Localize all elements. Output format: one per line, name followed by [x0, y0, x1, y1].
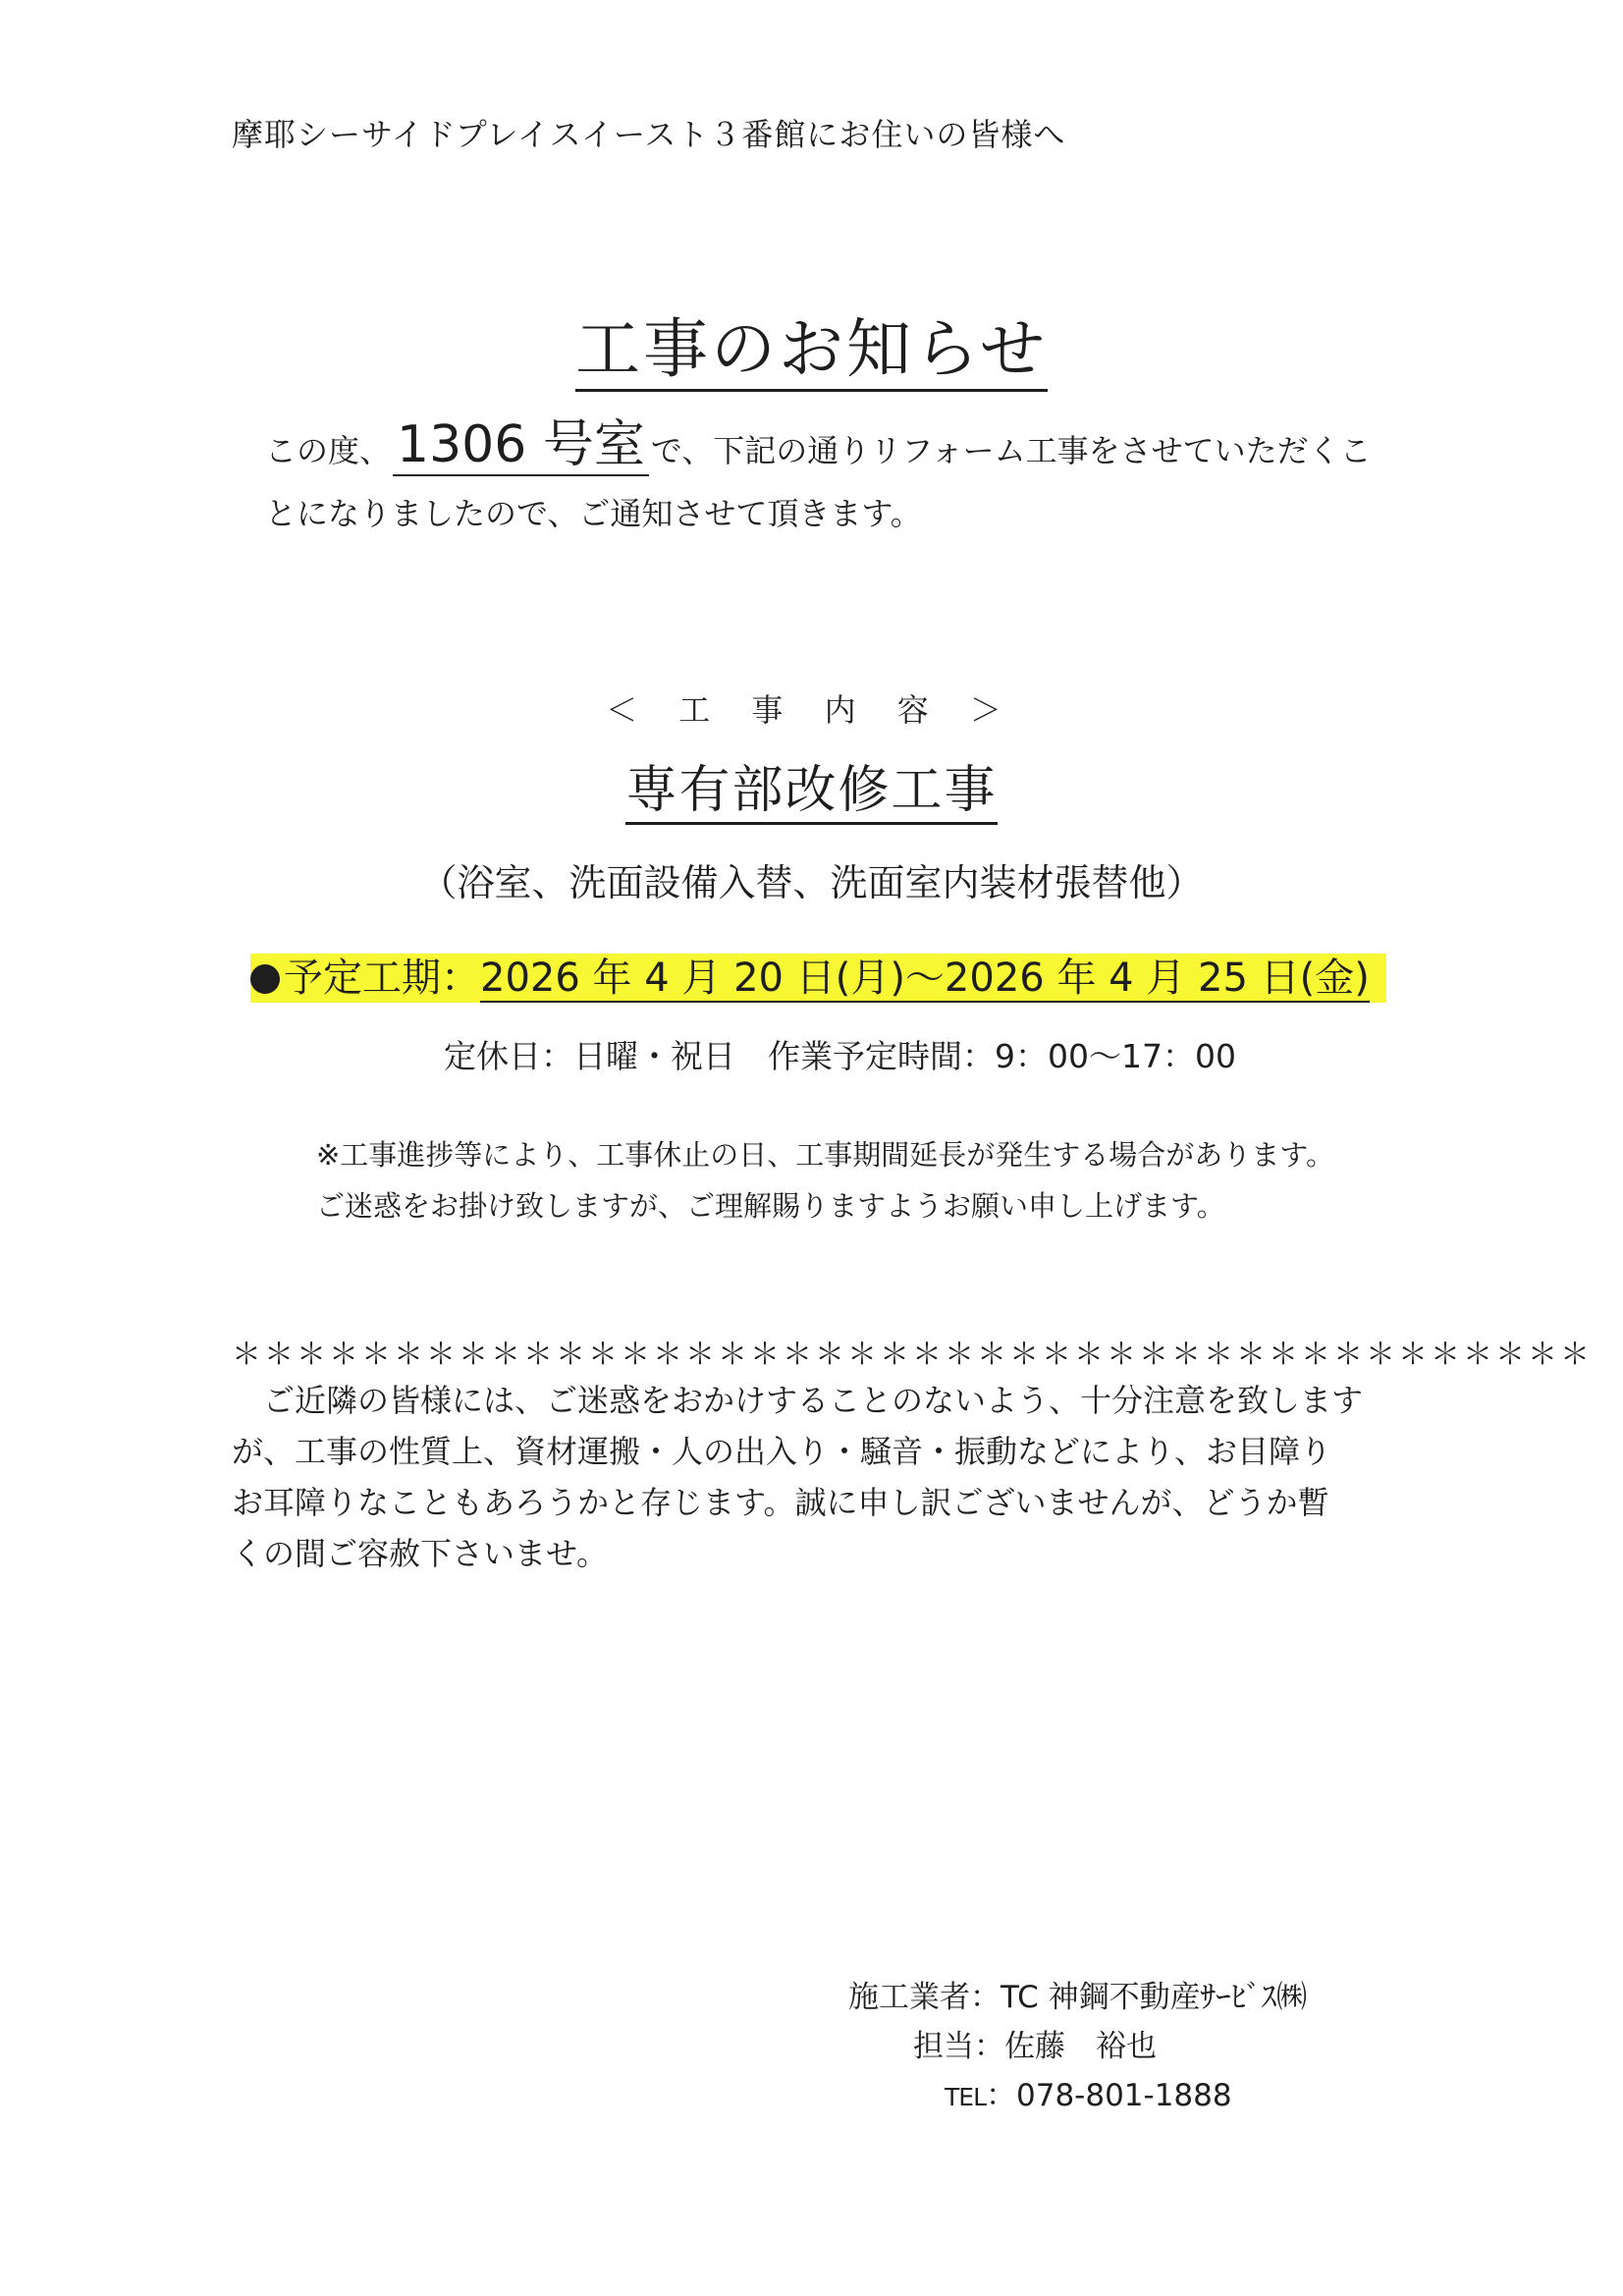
apology-line: くの間ご容赦下さいませ。	[232, 1535, 609, 1572]
room-number: 1306 号室	[393, 415, 649, 476]
work-title	[0, 748, 1623, 822]
separator-stars: ＊＊＊＊＊＊＊＊＊＊＊＊＊＊＊＊＊＊＊＊＊＊＊＊＊＊＊＊＊＊＊＊＊＊＊＊＊＊＊＊＊＊	[232, 1338, 1593, 1372]
notice-title	[0, 297, 1623, 390]
contact-tel	[945, 2070, 1232, 2114]
tel-number: ：078-801-1888	[986, 2078, 1232, 2113]
tel-label: TEL	[945, 2083, 986, 2111]
note-line-1: ※工事進捗等により、工事休止の日、工事期間延長が発生する場合があります。	[316, 1138, 1334, 1172]
intro-prefix: この度、	[265, 432, 392, 469]
notice-title-text: 工事のお知らせ	[575, 311, 1048, 392]
intro-line-2: とになりましたので、ご通知させて頂きます。	[265, 495, 922, 532]
apology-line: ご近隣の皆様には、ご迷惑をおかけすることのないよう、十分注意を致します	[232, 1382, 1364, 1419]
schedule-highlight	[250, 954, 1386, 1003]
bullet-icon	[250, 964, 280, 994]
work-hours: 定休日：日曜・祝日 作業予定時間：9：00～17：00	[444, 1037, 1236, 1075]
intro-line-1	[265, 403, 1372, 476]
apology-line: お耳障りなこともあろうかと存じます。誠に申し訳ございませんが、どうか暫	[232, 1484, 1329, 1521]
schedule-row	[250, 956, 1370, 1001]
contact-person: 担当：佐藤 裕也	[913, 2029, 1157, 2064]
intro-line-1-rest: で、下記の通りリフォーム工事をさせていただくこ	[650, 432, 1372, 469]
work-title-text: 専有部改修工事	[625, 761, 997, 825]
apology-line: が、工事の性質上、資材運搬・人の出入り・騒音・振動などにより、お目障り	[232, 1433, 1332, 1470]
work-section-label: ＜ 工 事 内 容 ＞	[606, 691, 1017, 729]
work-detail: （浴室、洗面設備入替、洗面室内装材張替他）	[419, 861, 1204, 904]
apology-paragraph	[232, 1375, 1400, 1579]
schedule-dates: 2026 年 4 月 20 日(月)～2026 年 4 月 25 日(金)	[480, 956, 1370, 1001]
contractor-line: 施工業者：TC 神鋼不動産ｻｰﾋﾞｽ㈱	[848, 1980, 1308, 2015]
addressee-line: 摩耶シーサイドプレイスイースト３番館にお住いの皆様へ	[232, 116, 1066, 153]
schedule-label: 予定工期：	[284, 956, 480, 1001]
note-line-2: ご迷惑をお掛け致しますが、ご理解賜りますようお願い申し上げます。	[316, 1189, 1225, 1223]
